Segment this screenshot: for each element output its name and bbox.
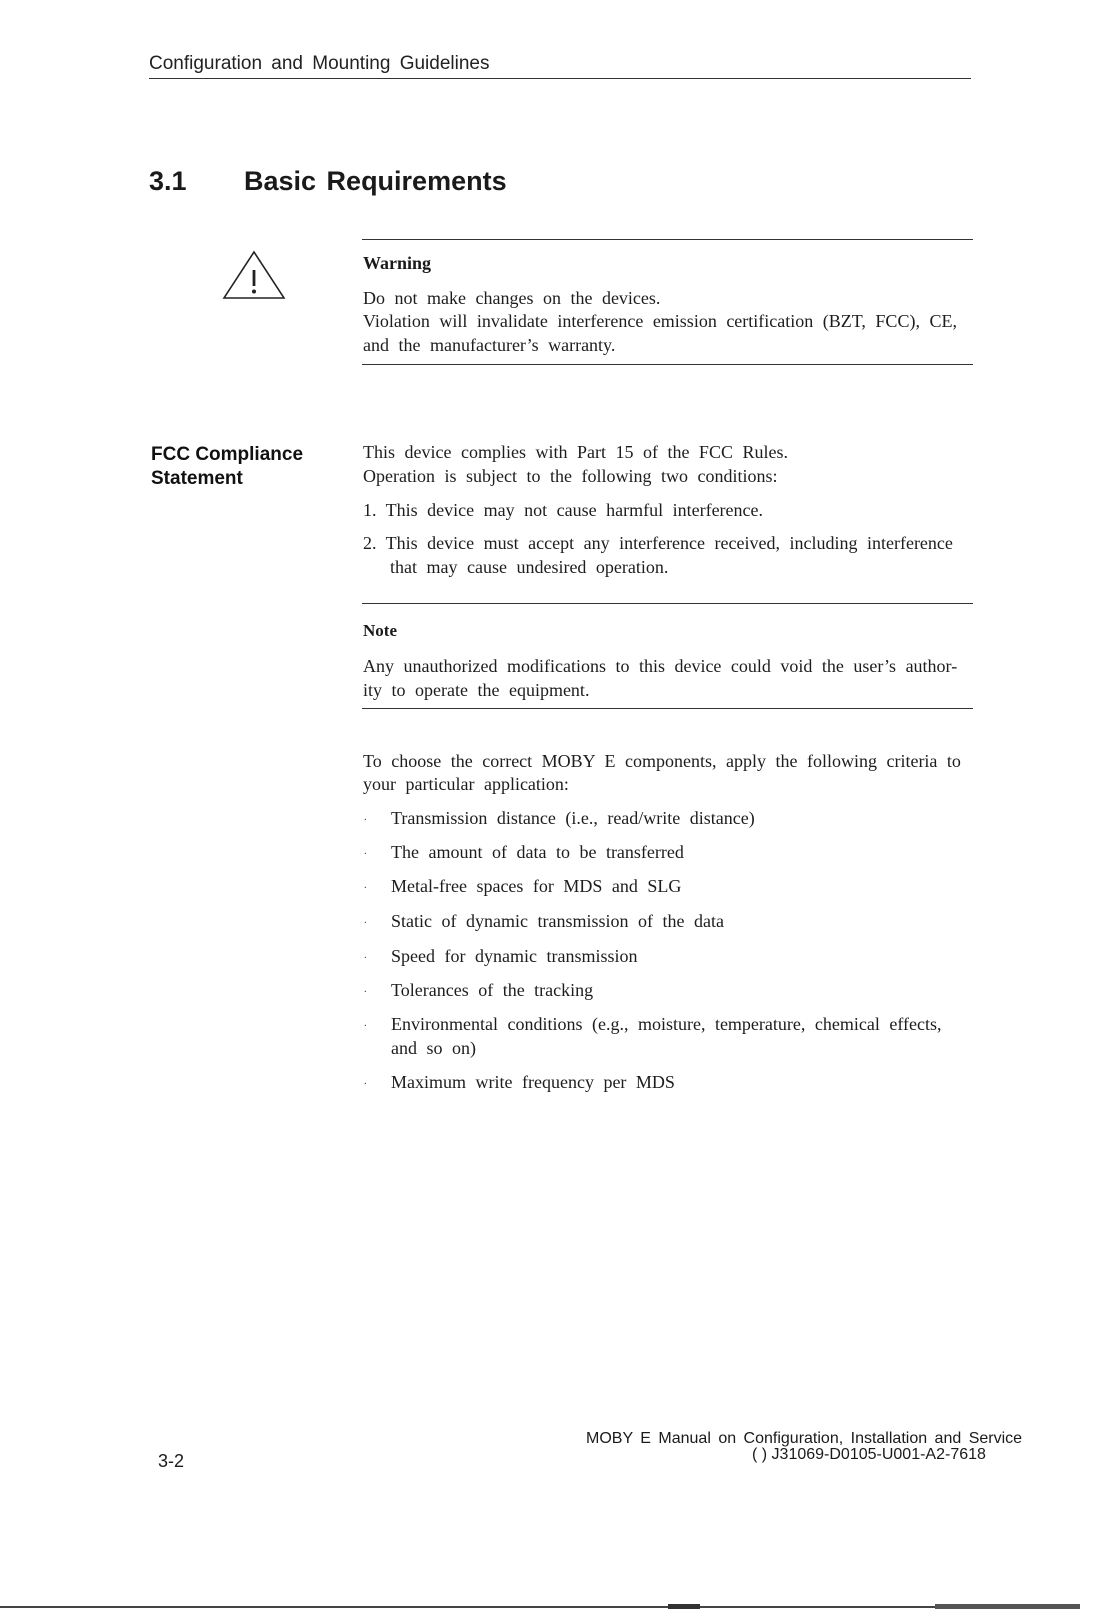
- note-line-1: Any unauthorized modifications to this device could void the user’s author-: [363, 656, 958, 676]
- bullet-marker: .: [364, 983, 367, 995]
- note-bottom-rule: [362, 708, 973, 709]
- warning-line-2: Violation will invalidate interference emission certification (BZT, FCC), CE,: [363, 311, 957, 331]
- criteria-item: The amount of data to be transferred: [391, 842, 684, 862]
- bullet-marker: .: [364, 845, 367, 857]
- fcc-condition-2-line-2: that may cause undesired operation.: [390, 557, 669, 577]
- criteria-item: Transmission distance (i.e., read/write distance): [391, 808, 755, 828]
- fcc-intro-line-1: This device complies with Part 15 of the FCC Rules.: [363, 442, 788, 462]
- criteria-item: Maximum write frequency per MDS: [391, 1072, 675, 1092]
- page-bottom-edge: [0, 1606, 1080, 1608]
- fcc-condition-2-line-1: 2. This device must accept any interference received, including interference: [363, 533, 953, 553]
- warning-label: Warning: [363, 253, 432, 273]
- fcc-side-heading-line1: FCC Compliance: [151, 444, 304, 465]
- fcc-side-heading-line2: Statement: [151, 468, 243, 489]
- running-header: Configuration and Mounting Guidelines: [149, 53, 490, 74]
- warning-triangle-icon: [222, 250, 286, 302]
- criteria-intro-line-1: To choose the correct MOBY E components, apply the following criteria to: [363, 751, 961, 771]
- criteria-item: Environmental conditions (e.g., moisture, temperature, chemical effects,: [391, 1014, 942, 1034]
- criteria-item: Static of dynamic transmission of the data: [391, 911, 724, 931]
- fcc-intro-line-2: Operation is subject to the following two conditions:: [363, 466, 778, 486]
- warning-line-1: Do not make changes on the devices.: [363, 288, 661, 308]
- bullet-marker: .: [364, 811, 367, 823]
- note-label: Note: [363, 621, 397, 640]
- fcc-condition-1: 1. This device may not cause harmful interference.: [363, 500, 764, 520]
- warning-top-rule: [362, 239, 973, 240]
- header-rule: [149, 78, 971, 79]
- note-line-2: ity to operate the equipment.: [363, 680, 590, 700]
- criteria-item: Metal-free spaces for MDS and SLG: [391, 876, 682, 896]
- bullet-marker: .: [364, 1017, 367, 1029]
- bullet-marker: .: [364, 914, 367, 926]
- warning-line-3: and the manufacturer’s warranty.: [363, 335, 616, 355]
- criteria-item: Tolerances of the tracking: [391, 980, 594, 1000]
- scan-mark: [668, 1604, 700, 1609]
- footer-doc-code: ( ) J31069-D0105-U001-A2-7618: [752, 1446, 986, 1463]
- footer-manual-title: MOBY E Manual on Configuration, Installation and Service: [586, 1430, 1023, 1447]
- warning-bottom-rule: [362, 364, 973, 365]
- criteria-item: Speed for dynamic transmission: [391, 946, 638, 966]
- criteria-item-continuation: and so on): [391, 1038, 476, 1058]
- fcc-side-heading: [151, 443, 303, 491]
- bullet-marker: .: [364, 949, 367, 961]
- criteria-intro-line-2: your particular application:: [363, 774, 569, 794]
- page-number: 3-2: [158, 1451, 185, 1471]
- section-number: 3.1: [149, 166, 187, 196]
- section-title: Basic Requirements: [244, 166, 507, 196]
- bullet-marker: .: [364, 879, 367, 891]
- note-top-rule: [362, 603, 973, 604]
- scan-mark: [935, 1604, 1080, 1609]
- bullet-marker: .: [364, 1075, 367, 1087]
